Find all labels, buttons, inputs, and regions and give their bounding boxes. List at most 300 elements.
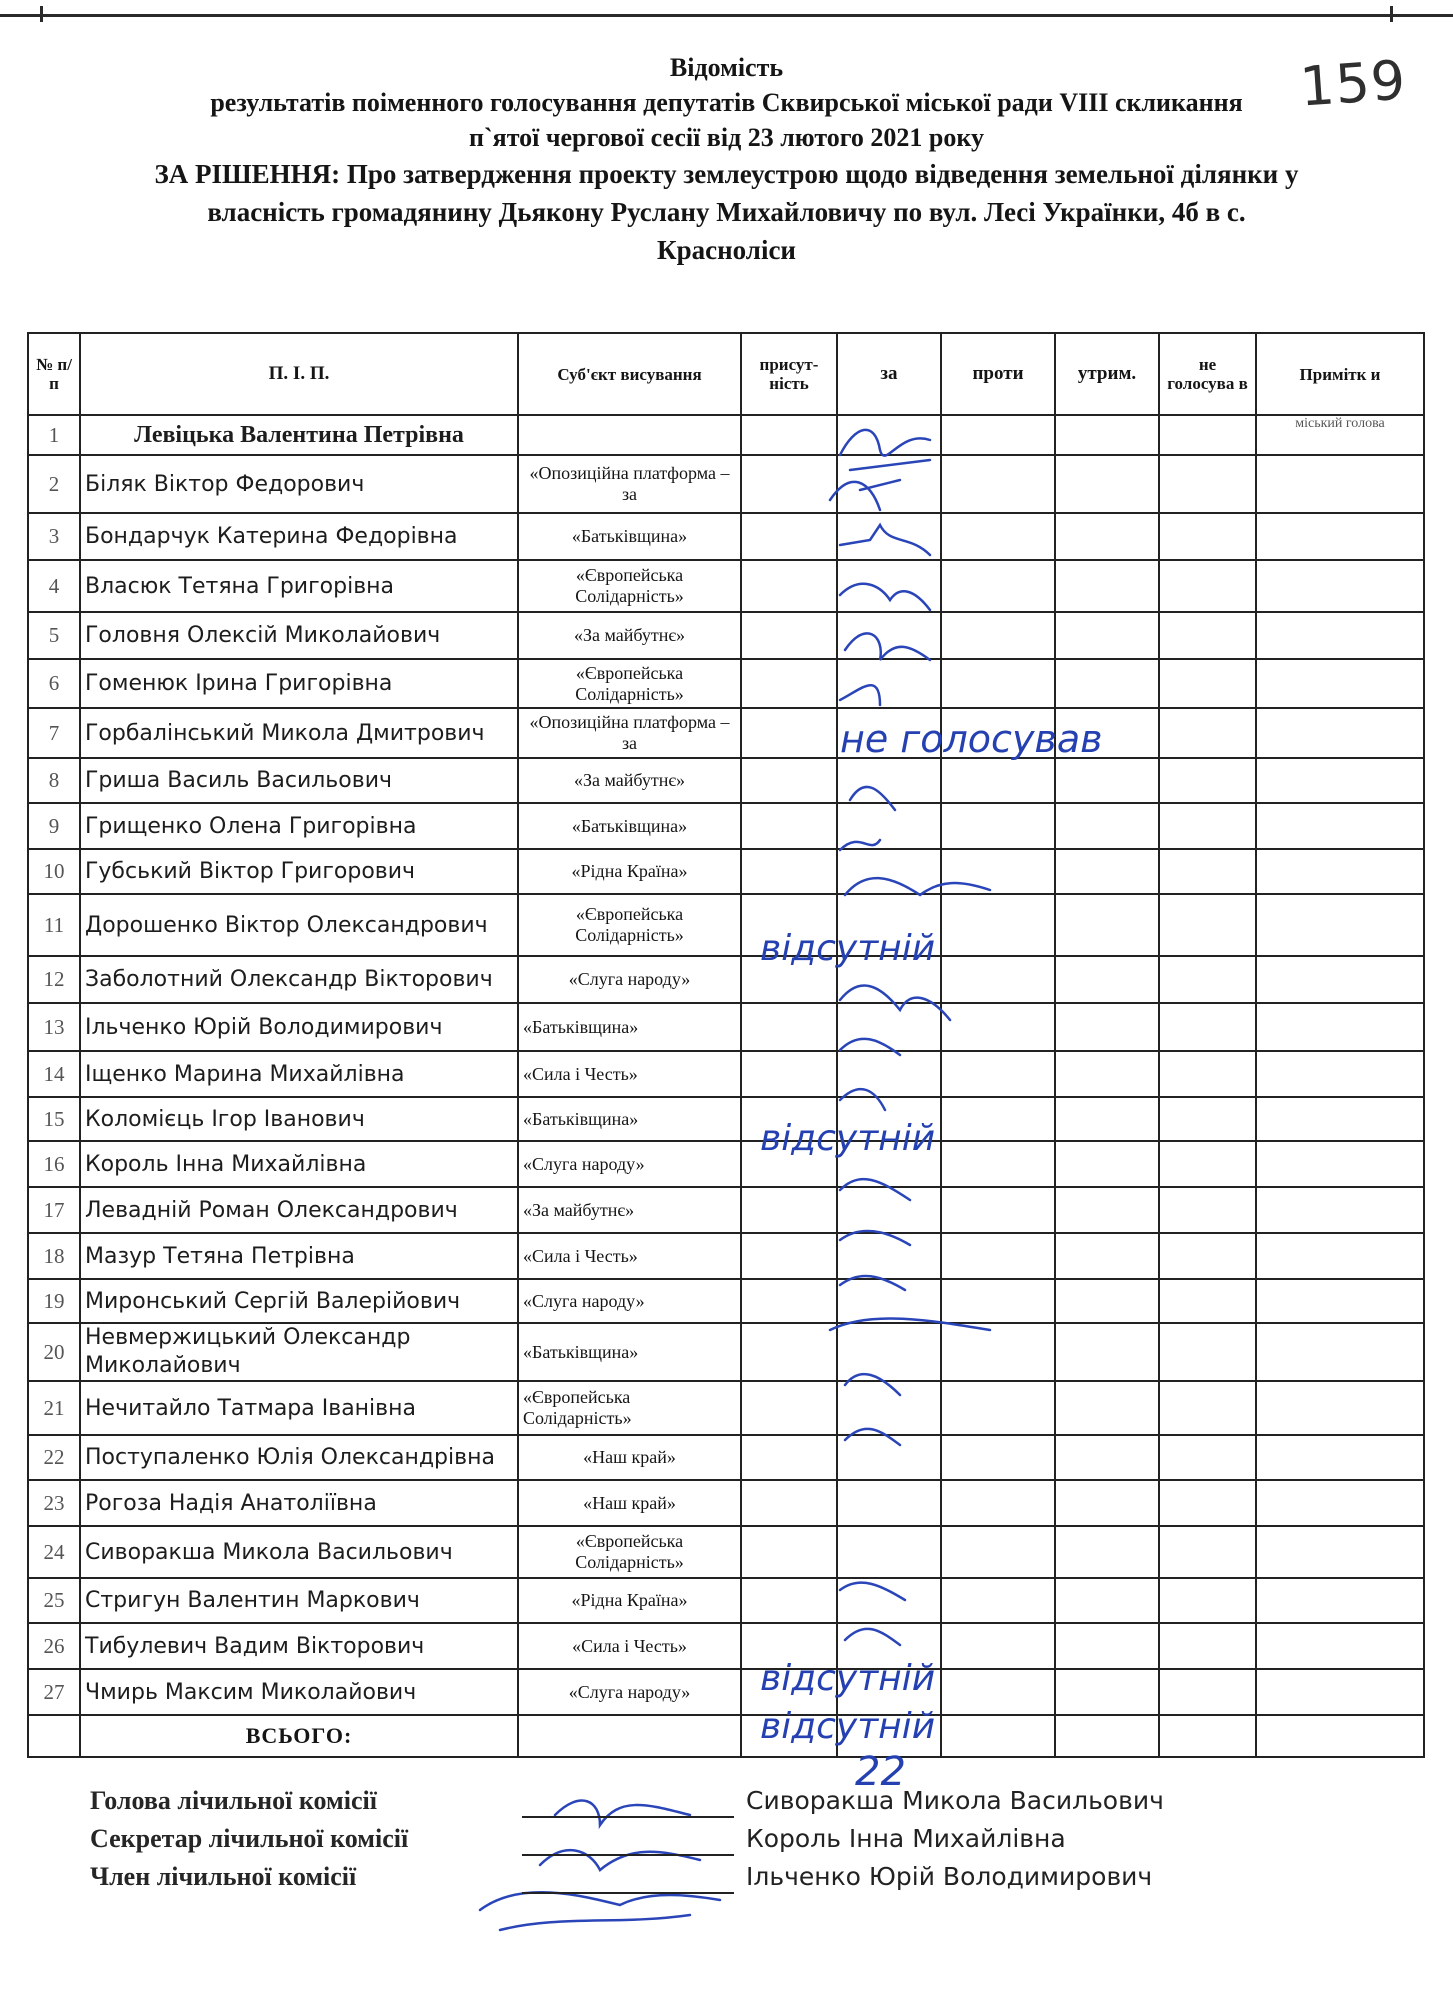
- against-cell: [941, 415, 1055, 455]
- total-num-cell: [28, 1715, 80, 1757]
- deputy-name: Гоменюк Ірина Григорівна: [80, 659, 518, 708]
- for-cell: [837, 1480, 941, 1526]
- against-cell: [941, 1097, 1055, 1141]
- row-number: 11: [28, 894, 80, 956]
- deputy-name: Нечитайло Татмара Іванівна: [80, 1381, 518, 1435]
- not-voted-cell: [1159, 1435, 1256, 1480]
- abstain-cell: [1055, 1323, 1159, 1381]
- against-cell: [941, 1715, 1055, 1757]
- against-cell: [941, 956, 1055, 1003]
- session-line: п`ятої чергової сесії від 23 лютого 2021 року: [468, 123, 984, 152]
- not-voted-cell: [1159, 659, 1256, 708]
- row-number: 13: [28, 1003, 80, 1051]
- col-note-header: Примітк и: [1256, 333, 1424, 415]
- abstain-cell: [1055, 1141, 1159, 1187]
- present-cell: [741, 1578, 837, 1623]
- deputy-name: Дорошенко Віктор Олександрович: [80, 894, 518, 956]
- party-cell: «Батьківщина»: [518, 803, 741, 849]
- for-cell: [837, 659, 941, 708]
- party-cell: «Наш край»: [518, 1435, 741, 1480]
- abstain-cell: [1055, 1435, 1159, 1480]
- party-cell: «Батьківщина»: [518, 1003, 741, 1051]
- row-number: 10: [28, 849, 80, 894]
- note-cell: міський голова: [1256, 415, 1424, 455]
- deputy-name: Коломієць Ігор Іванович: [80, 1097, 518, 1141]
- not-voted-cell: [1159, 455, 1256, 513]
- abstain-cell: [1055, 758, 1159, 803]
- row-number: 3: [28, 513, 80, 560]
- not-voted-cell: [1159, 1051, 1256, 1097]
- present-cell: [741, 513, 837, 560]
- table-row: [28, 659, 1424, 708]
- against-cell: [941, 1526, 1055, 1578]
- deputy-name: Невмержицький Олександр Миколайович: [80, 1323, 518, 1381]
- abstain-cell: [1055, 1578, 1159, 1623]
- against-cell: [941, 1381, 1055, 1435]
- col-present-header: присут-ність: [741, 333, 837, 415]
- top-rule-tick: [40, 6, 43, 22]
- col-against-header: проти: [941, 333, 1055, 415]
- not-voted-cell: [1159, 1279, 1256, 1323]
- handwritten-total-for: 22: [855, 1749, 906, 1795]
- for-cell: [837, 1279, 941, 1323]
- table-row: [28, 1323, 1424, 1381]
- note-cell: [1256, 1187, 1424, 1233]
- present-cell: [741, 1141, 837, 1187]
- note-cell: [1256, 1435, 1424, 1480]
- row-number: 18: [28, 1233, 80, 1279]
- not-voted-cell: [1159, 1003, 1256, 1051]
- decision-line-1: ЗА РІШЕННЯ: Про затвердження проекту землеустрою щодо відведення земельної ділянки у: [154, 159, 1299, 189]
- table-row: [28, 1279, 1424, 1323]
- table-row: [28, 560, 1424, 612]
- abstain-cell: [1055, 803, 1159, 849]
- deputy-name: Левадній Роман Олександрович: [80, 1187, 518, 1233]
- row-number: 19: [28, 1279, 80, 1323]
- deputy-name: Грищенко Олена Григорівна: [80, 803, 518, 849]
- signatures-block: [90, 1786, 1390, 1900]
- document-header: [0, 50, 1453, 269]
- abstain-cell: [1055, 1233, 1159, 1279]
- deputy-name: Гриша Василь Васильович: [80, 758, 518, 803]
- page-number: 159: [1297, 48, 1409, 119]
- for-cell: [837, 1187, 941, 1233]
- document-subtitle: результатів поіменного голосування депутатів Сквирської міської ради VIII скликання: [210, 88, 1243, 117]
- present-cell: [741, 1669, 837, 1715]
- note-cell: [1256, 1715, 1424, 1757]
- party-cell: «За майбутнє»: [518, 612, 741, 659]
- handwritten-absent: відсутній: [760, 1706, 936, 1747]
- for-cell: [837, 758, 941, 803]
- against-cell: [941, 1578, 1055, 1623]
- note-cell: [1256, 849, 1424, 894]
- table-row: [28, 513, 1424, 560]
- against-cell: [941, 894, 1055, 956]
- party-cell: «Європейська Солідарність»: [518, 1381, 741, 1435]
- abstain-cell: [1055, 1669, 1159, 1715]
- present-cell: [741, 708, 837, 758]
- for-cell: [837, 1323, 941, 1381]
- for-cell: [837, 513, 941, 560]
- signature-name: Король Інна Михайлівна: [746, 1824, 1066, 1853]
- for-cell: [837, 1141, 941, 1187]
- deputy-name: Король Інна Михайлівна: [80, 1141, 518, 1187]
- col-party-header: Суб'єкт висування: [518, 333, 741, 415]
- for-cell: [837, 1623, 941, 1669]
- against-cell: [941, 513, 1055, 560]
- party-cell: «Сила і Честь»: [518, 1623, 741, 1669]
- not-voted-cell: [1159, 1623, 1256, 1669]
- not-voted-cell: [1159, 803, 1256, 849]
- deputy-name: Бондарчук Катерина Федорівна: [80, 513, 518, 560]
- signature-name: Ільченко Юрій Володимирович: [746, 1862, 1153, 1891]
- note-cell: [1256, 1526, 1424, 1578]
- present-cell: [741, 849, 837, 894]
- present-cell: [741, 1435, 837, 1480]
- deputy-name: Заболотний Олександр Вікторович: [80, 956, 518, 1003]
- signature-row: [90, 1862, 1390, 1900]
- abstain-cell: [1055, 1051, 1159, 1097]
- present-cell: [741, 415, 837, 455]
- table-row: [28, 1435, 1424, 1480]
- note-cell: [1256, 1323, 1424, 1381]
- against-cell: [941, 1669, 1055, 1715]
- deputy-name: Іщенко Марина Михайлівна: [80, 1051, 518, 1097]
- table-row: [28, 455, 1424, 513]
- deputy-name: Левіцька Валентина Петрівна: [80, 415, 518, 455]
- table-row: [28, 849, 1424, 894]
- against-cell: [941, 560, 1055, 612]
- not-voted-cell: [1159, 1141, 1256, 1187]
- not-voted-cell: [1159, 1323, 1256, 1381]
- table-row: [28, 758, 1424, 803]
- abstain-cell: [1055, 1279, 1159, 1323]
- note-cell: [1256, 455, 1424, 513]
- row-number: 15: [28, 1097, 80, 1141]
- note-cell: [1256, 708, 1424, 758]
- abstain-cell: [1055, 894, 1159, 956]
- note-cell: [1256, 894, 1424, 956]
- abstain-cell: [1055, 956, 1159, 1003]
- note-cell: [1256, 513, 1424, 560]
- document-title: Відомість: [669, 53, 784, 82]
- row-number: 4: [28, 560, 80, 612]
- against-cell: [941, 1323, 1055, 1381]
- party-cell: «Слуга народу»: [518, 1141, 741, 1187]
- party-cell: «За майбутнє»: [518, 758, 741, 803]
- present-cell: [741, 1323, 837, 1381]
- against-cell: [941, 1480, 1055, 1526]
- signature-line: [522, 1816, 734, 1818]
- row-number: 24: [28, 1526, 80, 1578]
- party-cell: «Слуга народу»: [518, 956, 741, 1003]
- table-row: [28, 803, 1424, 849]
- party-cell: [518, 1715, 741, 1757]
- handwritten-absent: відсутній: [760, 1118, 936, 1159]
- party-cell: «Сила і Честь»: [518, 1051, 741, 1097]
- present-cell: [741, 894, 837, 956]
- not-voted-cell: [1159, 560, 1256, 612]
- row-number: 21: [28, 1381, 80, 1435]
- not-voted-cell: [1159, 1669, 1256, 1715]
- row-number: 7: [28, 708, 80, 758]
- party-cell: «Рідна Країна»: [518, 1578, 741, 1623]
- table-row: [28, 1051, 1424, 1097]
- present-cell: [741, 455, 837, 513]
- col-abstain-header: утрим.: [1055, 333, 1159, 415]
- for-cell: [837, 560, 941, 612]
- note-cell: [1256, 1480, 1424, 1526]
- for-cell: [837, 612, 941, 659]
- table-row: [28, 708, 1424, 758]
- party-cell: «Європейська Солідарність»: [518, 560, 741, 612]
- note-cell: [1256, 560, 1424, 612]
- abstain-cell: [1055, 455, 1159, 513]
- table-row: [28, 1623, 1424, 1669]
- row-number: 8: [28, 758, 80, 803]
- table-row: [28, 415, 1424, 455]
- for-cell: [837, 1526, 941, 1578]
- for-cell: [837, 1715, 941, 1757]
- table-row: [28, 1669, 1424, 1715]
- present-cell: [741, 1526, 837, 1578]
- for-cell: [837, 1578, 941, 1623]
- present-cell: [741, 659, 837, 708]
- row-number: 9: [28, 803, 80, 849]
- table-row: [28, 1141, 1424, 1187]
- voting-table: [27, 332, 1425, 1758]
- abstain-cell: [1055, 1623, 1159, 1669]
- present-cell: [741, 1279, 837, 1323]
- deputy-name: Власюк Тетяна Григорівна: [80, 560, 518, 612]
- row-number: 5: [28, 612, 80, 659]
- signature-row: [90, 1786, 1390, 1824]
- note-cell: [1256, 1233, 1424, 1279]
- row-number: 25: [28, 1578, 80, 1623]
- signature-line: [522, 1892, 734, 1894]
- for-cell: [837, 894, 941, 956]
- row-number: 6: [28, 659, 80, 708]
- abstain-cell: [1055, 1381, 1159, 1435]
- party-cell: «Рідна Країна»: [518, 849, 741, 894]
- party-cell: «Європейська Солідарність»: [518, 894, 741, 956]
- for-cell: [837, 708, 941, 758]
- not-voted-cell: [1159, 1233, 1256, 1279]
- deputy-name: Чмирь Максим Миколайович: [80, 1669, 518, 1715]
- deputy-name: Поступаленко Юлія Олександрівна: [80, 1435, 518, 1480]
- party-cell: «За майбутнє»: [518, 1187, 741, 1233]
- abstain-cell: [1055, 612, 1159, 659]
- not-voted-cell: [1159, 415, 1256, 455]
- for-cell: [837, 415, 941, 455]
- for-cell: [837, 1233, 941, 1279]
- for-cell: [837, 1003, 941, 1051]
- against-cell: [941, 1141, 1055, 1187]
- abstain-cell: [1055, 1480, 1159, 1526]
- party-cell: «Сила і Честь»: [518, 1233, 741, 1279]
- party-cell: «Батьківщина»: [518, 1097, 741, 1141]
- abstain-cell: [1055, 849, 1159, 894]
- present-cell: [741, 1233, 837, 1279]
- handwritten-absent: відсутній: [760, 1658, 936, 1699]
- handwritten-not-voted: не голосував: [840, 717, 1103, 761]
- row-number: 16: [28, 1141, 80, 1187]
- not-voted-cell: [1159, 1097, 1256, 1141]
- note-cell: [1256, 758, 1424, 803]
- not-voted-cell: [1159, 1187, 1256, 1233]
- abstain-cell: [1055, 415, 1159, 455]
- note-cell: [1256, 1381, 1424, 1435]
- present-cell: [741, 1715, 837, 1757]
- total-row: [28, 1715, 1424, 1757]
- note-cell: [1256, 659, 1424, 708]
- present-cell: [741, 560, 837, 612]
- party-cell: «Слуга народу»: [518, 1669, 741, 1715]
- present-cell: [741, 1623, 837, 1669]
- top-rule: [0, 14, 1453, 17]
- present-cell: [741, 1480, 837, 1526]
- party-cell: «Батьківщина»: [518, 1323, 741, 1381]
- signature-name: Сиворакша Микола Васильович: [746, 1786, 1164, 1815]
- row-number: 2: [28, 455, 80, 513]
- abstain-cell: [1055, 1715, 1159, 1757]
- decision-line-2: власність громадянину Дьякону Руслану Михайловичу по вул. Лесі Українки, 4б в с.: [207, 197, 1246, 227]
- row-number: 1: [28, 415, 80, 455]
- note-cell: [1256, 1141, 1424, 1187]
- party-cell: «Опозиційна платформа – за: [518, 708, 741, 758]
- party-cell: «Опозиційна платформа – за: [518, 455, 741, 513]
- table-row: [28, 1003, 1424, 1051]
- not-voted-cell: [1159, 1480, 1256, 1526]
- party-cell: «Європейська Солідарність»: [518, 659, 741, 708]
- for-cell: [837, 1381, 941, 1435]
- table-row: [28, 1381, 1424, 1435]
- not-voted-cell: [1159, 1526, 1256, 1578]
- against-cell: [941, 708, 1055, 758]
- table-header-row: [28, 333, 1424, 415]
- col-not-voted-header: не голосува в: [1159, 333, 1256, 415]
- present-cell: [741, 612, 837, 659]
- note-cell: [1256, 612, 1424, 659]
- against-cell: [941, 612, 1055, 659]
- not-voted-cell: [1159, 758, 1256, 803]
- row-number: 27: [28, 1669, 80, 1715]
- abstain-cell: [1055, 513, 1159, 560]
- table-row: [28, 1187, 1424, 1233]
- against-cell: [941, 1233, 1055, 1279]
- row-number: 26: [28, 1623, 80, 1669]
- note-cell: [1256, 956, 1424, 1003]
- present-cell: [741, 803, 837, 849]
- deputy-name: Головня Олексій Миколайович: [80, 612, 518, 659]
- against-cell: [941, 758, 1055, 803]
- note-cell: [1256, 1097, 1424, 1141]
- signature-line: [522, 1854, 734, 1856]
- deputy-name: Горбалінський Микола Дмитрович: [80, 708, 518, 758]
- deputy-name: Рогоза Надія Анатоліївна: [80, 1480, 518, 1526]
- against-cell: [941, 849, 1055, 894]
- table-row: [28, 612, 1424, 659]
- abstain-cell: [1055, 1097, 1159, 1141]
- against-cell: [941, 1003, 1055, 1051]
- for-cell: [837, 1097, 941, 1141]
- deputy-name: Губський Віктор Григорович: [80, 849, 518, 894]
- abstain-cell: [1055, 1187, 1159, 1233]
- party-cell: «Батьківщина»: [518, 513, 741, 560]
- table-row: [28, 1097, 1424, 1141]
- top-rule-tick: [1390, 6, 1393, 22]
- present-cell: [741, 1381, 837, 1435]
- against-cell: [941, 1623, 1055, 1669]
- signature-row: [90, 1824, 1390, 1862]
- present-cell: [741, 956, 837, 1003]
- note-cell: [1256, 1051, 1424, 1097]
- deputy-name: Ільченко Юрій Володимирович: [80, 1003, 518, 1051]
- table-row: [28, 894, 1424, 956]
- col-num-header: № п/п: [28, 333, 80, 415]
- table-row: [28, 1578, 1424, 1623]
- for-cell: [837, 849, 941, 894]
- against-cell: [941, 659, 1055, 708]
- party-cell: «Слуга народу»: [518, 1279, 741, 1323]
- party-cell: [518, 415, 741, 455]
- note-cell: [1256, 1003, 1424, 1051]
- not-voted-cell: [1159, 849, 1256, 894]
- signature-role: Член лічильної комісії: [90, 1862, 357, 1891]
- not-voted-cell: [1159, 708, 1256, 758]
- row-number: 22: [28, 1435, 80, 1480]
- present-cell: [741, 1097, 837, 1141]
- not-voted-cell: [1159, 894, 1256, 956]
- row-number: 12: [28, 956, 80, 1003]
- present-cell: [741, 1051, 837, 1097]
- not-voted-cell: [1159, 1715, 1256, 1757]
- for-cell: [837, 1051, 941, 1097]
- note-cell: [1256, 1279, 1424, 1323]
- not-voted-cell: [1159, 513, 1256, 560]
- deputy-name: Миронський Сергій Валерійович: [80, 1279, 518, 1323]
- row-number: 14: [28, 1051, 80, 1097]
- against-cell: [941, 1187, 1055, 1233]
- against-cell: [941, 803, 1055, 849]
- table-row: [28, 1480, 1424, 1526]
- not-voted-cell: [1159, 1578, 1256, 1623]
- present-cell: [741, 1187, 837, 1233]
- handwritten-absent: відсутній: [760, 928, 936, 969]
- table-row: [28, 956, 1424, 1003]
- abstain-cell: [1055, 1003, 1159, 1051]
- party-cell: «Наш край»: [518, 1480, 741, 1526]
- not-voted-cell: [1159, 956, 1256, 1003]
- col-name-header: П. І. П.: [80, 333, 518, 415]
- decision-line-3: Красноліси: [657, 235, 796, 265]
- note-cell: [1256, 1669, 1424, 1715]
- table-row: [28, 1526, 1424, 1578]
- row-number: 20: [28, 1323, 80, 1381]
- for-cell: [837, 455, 941, 513]
- deputy-name: Біляк Віктор Федорович: [80, 455, 518, 513]
- for-cell: [837, 1435, 941, 1480]
- signature-role: Секретар лічильної комісії: [90, 1824, 409, 1853]
- for-cell: [837, 956, 941, 1003]
- deputy-name: Стригун Валентин Маркович: [80, 1578, 518, 1623]
- not-voted-cell: [1159, 612, 1256, 659]
- note-cell: [1256, 1578, 1424, 1623]
- row-number: 17: [28, 1187, 80, 1233]
- abstain-cell: [1055, 708, 1159, 758]
- against-cell: [941, 1051, 1055, 1097]
- table-row: [28, 1233, 1424, 1279]
